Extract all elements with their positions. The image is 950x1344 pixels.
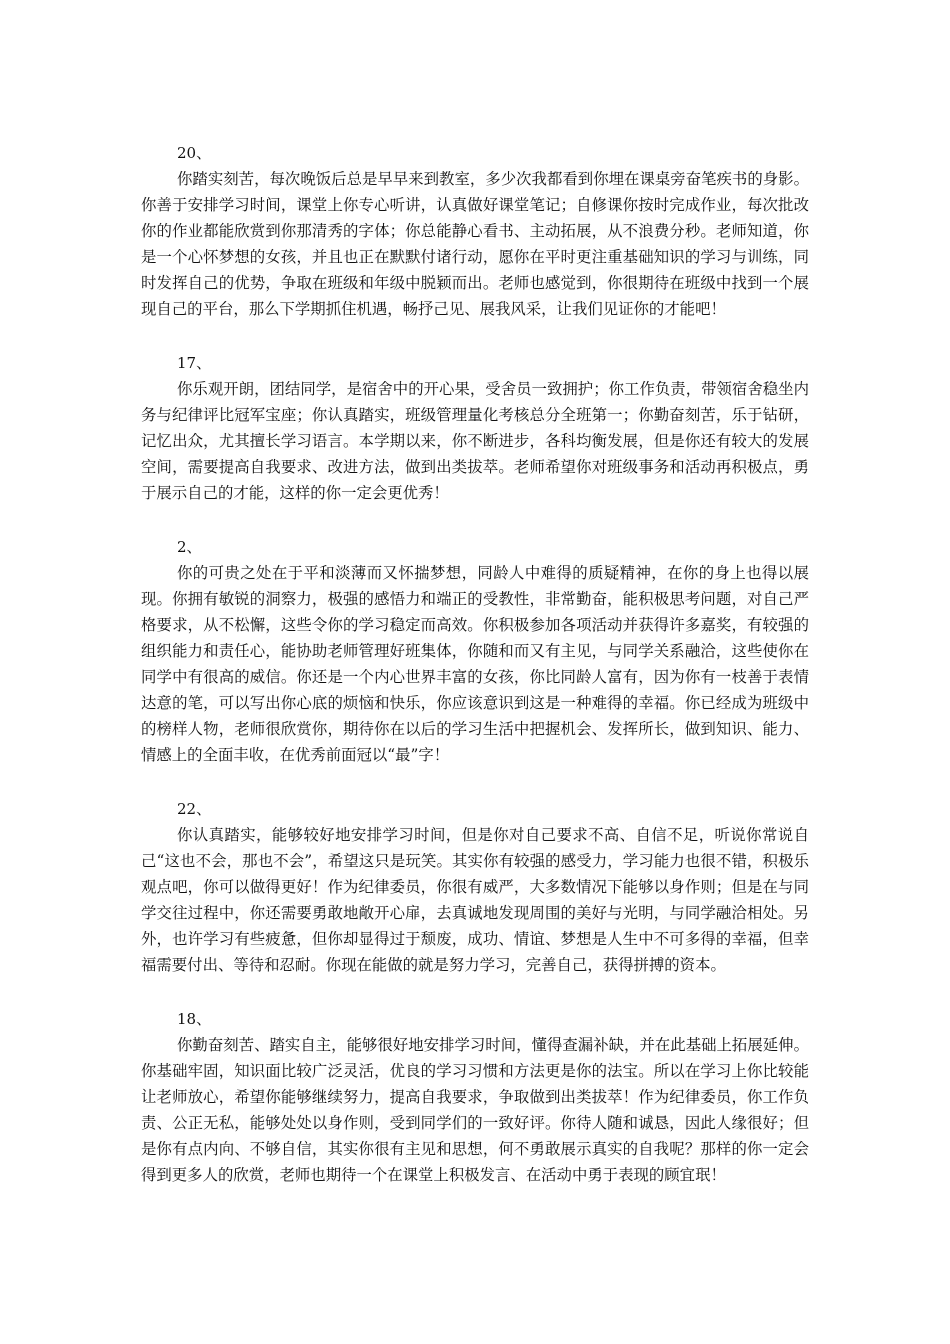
comment-entry — [141, 350, 809, 506]
entry-text: 你的可贵之处在于平和淡薄而又怀揣梦想，同龄人中难得的质疑精神，在你的身上也得以展现。你拥有敏锐的洞察力，极强的感悟力和端正的受教性，非常勤奋，能积极思考问题，对自己严格要求，从不松懈，这些令你的学习稳定而高效。你积极参加各项活动并获得许多嘉奖，有较强的组织能力和责任心，能协助老师管理好班集体，你随和而又有主见，与同学关系融洽，这些使你在同学中有很高的威信。你还是一个内心世界丰富的女孩，你比同龄人富有，因为你有一枝善于表情达意的笔，可以写出你心底的烦恼和快乐，你应该意识到这是一种难得的幸福。你已经成为班级中的榜样人物，老师很欣赏你，期待你在以后的学习生活中把握机会、发挥所长，做到知识、能力、情感上的全面丰收，在优秀前面冠以“最”字！ — [141, 564, 809, 764]
entry-text: 你乐观开朗，团结同学，是宿舍中的开心果，受舍员一致拥护；你工作负责，带领宿舍稳坐内务与纪律评比冠军宝座；你认真踏实，班级管理量化考核总分全班第一；你勤奋刻苦，乐于钻研，记忆出众，尤其擅长学习语言。本学期以来，你不断进步，各科均衡发展，但是你还有较大的发展空间，需要提高自我要求、改进方法，做到出类拔萃。老师希望你对班级事务和活动再积极点，勇于展示自己的才能，这样的你一定会更优秀！ — [141, 380, 809, 502]
entry-text: 你认真踏实，能够较好地安排学习时间，但是你对自己要求不高、自信不足，听说你常说自己“这也不会，那也不会”，希望这只是玩笑。其实你有较强的感受力，学习能力也很不错，积极乐观点吧，你可以做得更好！作为纪律委员，你很有威严，大多数情况下能够以身作则；但是在与同学交往过程中，你还需要勇敢地敞开心扉，去真诚地发现周围的美好与光明，与同学融洽相处。另外，也许学习有些疲惫，但你却显得过于颓废，成功、情谊、梦想是人生中不可多得的幸福，但幸福需要付出、等待和忍耐。你现在能做的就是努力学习，完善自己，获得拼搏的资本。 — [141, 826, 809, 974]
entry-number: 18、 — [177, 1010, 212, 1028]
document-content — [141, 140, 809, 1216]
comment-entry — [141, 796, 809, 978]
comment-entry — [141, 140, 809, 322]
entry-number: 2、 — [177, 538, 202, 556]
entry-number: 17、 — [177, 354, 212, 372]
entry-number: 20、 — [177, 144, 212, 162]
entry-text: 你踏实刻苦，每次晚饭后总是早早来到教室，多少次我都看到你埋在课桌旁奋笔疾书的身影。你善于安排学习时间，课堂上你专心听讲，认真做好课堂笔记；自修课你按时完成作业，每次批改你的作业都能欣赏到你那清秀的字体；你总能静心看书、主动拓展，从不浪费分秒。老师知道，你是一个心怀梦想的女孩，并且也正在默默付诸行动，愿你在平时更注重基础知识的学习与训练，同时发挥自己的优势，争取在班级和年级中脱颖而出。老师也感觉到，你很期待在班级中找到一个展现自己的平台，那么下学期抓住机遇，畅抒己见、展我风采，让我们见证你的才能吧！ — [141, 170, 809, 318]
entry-number: 22、 — [177, 800, 212, 818]
entry-text: 你勤奋刻苦、踏实自主，能够很好地安排学习时间，懂得查漏补缺，并在此基础上拓展延伸。你基础牢固，知识面比较广泛灵活，优良的学习习惯和方法更是你的法宝。所以在学习上你比较能让老师放心，希望你能够继续努力，提高自我要求，争取做到出类拔萃！作为纪律委员，你工作负责、公正无私，能够处处以身作则，受到同学们的一致好评。你待人随和诚恳，因此人缘很好；但是你有点内向、不够自信，其实你很有主见和思想，何不勇敢展示真实的自我呢？那样的你一定会得到更多人的欣赏，老师也期待一个在课堂上积极发言、在活动中勇于表现的顾宜珉！ — [141, 1036, 809, 1184]
comment-entry — [141, 534, 809, 768]
comment-entry — [141, 1006, 809, 1188]
